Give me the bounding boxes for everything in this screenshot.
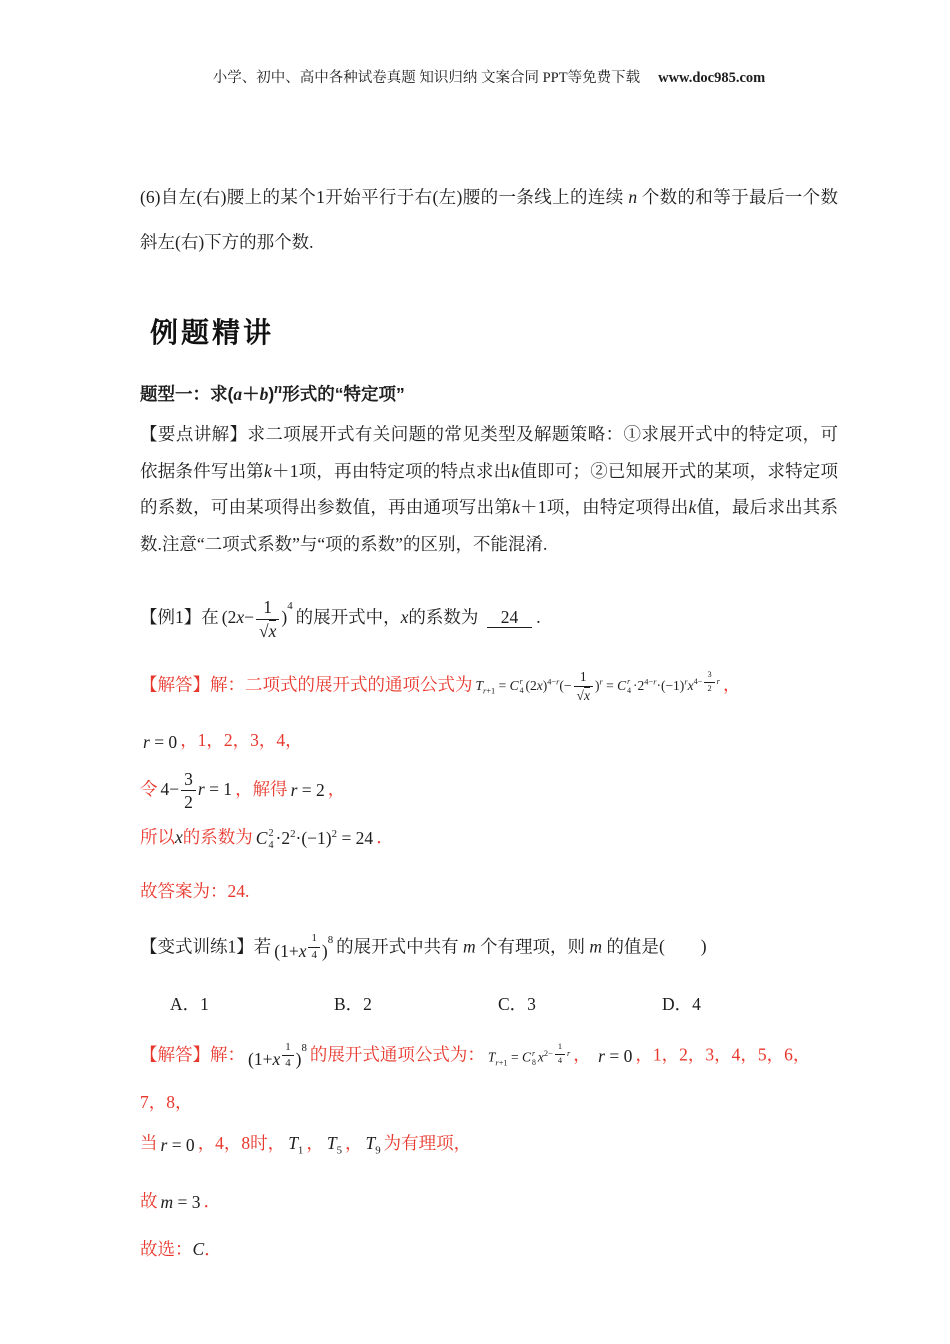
math-exponent [280, 1040, 295, 1070]
math-var-n: n [628, 187, 638, 207]
frac-denominator [574, 687, 593, 703]
frac-denominator: 4 [557, 1055, 562, 1065]
math-var-r: r [556, 677, 560, 687]
solution2-line2: 7，8， [140, 1092, 193, 1113]
math-op: = 2 [301, 780, 325, 801]
answer-paren [659, 936, 707, 956]
frac-numerator: 3 [704, 671, 714, 683]
punct: ． [204, 1239, 222, 1260]
option-a: A．1 [170, 993, 209, 1014]
text-run: 题型一：求( [140, 384, 234, 404]
math-var-T: T [326, 1133, 337, 1154]
formula-m-equals-3 [161, 1189, 201, 1216]
math-op: = 0 [154, 731, 178, 752]
math-exponent [693, 670, 720, 693]
solution1-line3 [140, 770, 838, 812]
math-var-x: x [175, 826, 183, 847]
text-run: 的系数为 [182, 826, 253, 847]
math-subscript: 1 [297, 1144, 304, 1157]
text-run: 【例1】在 [140, 607, 219, 627]
text-run: 当 [140, 1133, 158, 1154]
math-var-T: T [475, 677, 484, 693]
frac-numerator: 1 [574, 670, 593, 687]
math-num: 4− [547, 677, 557, 687]
math-var-k: k [264, 460, 272, 481]
math-var-r: r [197, 778, 205, 799]
math-var-k: k [512, 497, 520, 517]
math-op: · [275, 827, 282, 848]
formula-term-T5 [327, 1130, 342, 1159]
variation1-line [140, 932, 838, 965]
math-sup-2: 2 [268, 828, 274, 840]
math-op: ＋ [242, 384, 260, 404]
frac-numerator: 1 [282, 1042, 293, 1056]
math-num: 4− [693, 677, 703, 687]
math-var-x: x [268, 620, 277, 641]
paren-close: ) [700, 936, 707, 957]
combination-indices [532, 1049, 536, 1068]
math-var-b: b [259, 384, 269, 404]
punct: ， [306, 1133, 324, 1154]
math-num: 2 [637, 677, 645, 693]
math-var-x: x [687, 677, 694, 693]
math-var-r: r [598, 1045, 605, 1066]
formula-term-T9 [366, 1130, 381, 1159]
math-paren: ) [281, 607, 288, 628]
math-var-r: r [599, 677, 603, 687]
math-var-T: T [288, 1133, 298, 1154]
text-run: ，4，8时， [197, 1133, 286, 1154]
solution-label: 【解答】解：二项式的展开式的通项公式为 [140, 674, 473, 695]
math-var-C: C [509, 677, 519, 693]
text-run: 的系数为 [408, 607, 479, 627]
solution1-line2 [140, 727, 838, 756]
math-var-m: m [589, 936, 603, 957]
answer-blank: 24 [487, 607, 533, 628]
formula-exponent-equation [161, 770, 233, 812]
header-site-url: www.doc985.com [658, 70, 766, 86]
frac-denominator: 4 [311, 948, 317, 961]
math-var-r: r [290, 780, 298, 801]
option-b: B．2 [334, 993, 372, 1014]
frac-numerator: 1 [555, 1043, 565, 1055]
solution1-answer: 故答案为：24. [140, 881, 250, 902]
text-run: ＋1项，再由特定项的特点求出 [271, 460, 512, 481]
math-op: = 24 [341, 827, 374, 848]
options-row [140, 991, 838, 1016]
math-exponent [543, 1041, 571, 1065]
keypoints-paragraph [140, 416, 838, 562]
formula-coefficient-value [256, 825, 373, 853]
math-paren: (2 [525, 677, 537, 693]
combination-indices [520, 677, 524, 696]
solution2-line1 [140, 1040, 838, 1073]
math-var-k: k [511, 460, 520, 481]
math-var-x: x [236, 607, 245, 628]
text-run: 为有理项， [383, 1133, 472, 1154]
formula-term-T1 [288, 1130, 303, 1159]
math-paren: ) [321, 940, 328, 961]
math-op: = 1 [209, 778, 233, 799]
math-var-r: r [495, 1058, 499, 1068]
frac-numerator: 3 [181, 770, 196, 791]
math-sub-4: 4 [519, 686, 524, 696]
formula-r-values [598, 1043, 632, 1070]
math-sup-r: r [519, 676, 523, 686]
text-run: 的值是 [606, 936, 659, 957]
math-var-x: x [583, 688, 590, 704]
math-op: +1 [486, 686, 496, 696]
math-op: = [606, 677, 614, 693]
math-var-m: m [463, 936, 476, 957]
punct: ， [573, 1044, 591, 1065]
math-subscript: 5 [336, 1144, 342, 1157]
paren-open: ( [658, 936, 665, 957]
text-run: 所以 [140, 826, 175, 847]
paragraph-property-6 [140, 175, 838, 265]
math-var-x: x [537, 1049, 544, 1065]
math-exponent: 2 [290, 827, 296, 840]
math-var-C: C [521, 1049, 531, 1065]
frac-denominator: 2 [707, 683, 712, 693]
math-op: = 0 [171, 1134, 195, 1155]
frac-denominator: 4 [285, 1057, 291, 1070]
math-sub-4: 4 [627, 686, 632, 696]
math-var-T: T [487, 1049, 496, 1065]
math-var-C: C [617, 677, 627, 693]
math-exponent [599, 677, 602, 686]
math-var-r: r [684, 677, 688, 687]
solution1-line4 [140, 824, 838, 853]
math-exponent: 2 [331, 827, 338, 840]
text-run: . [536, 607, 541, 627]
example1-line [140, 598, 838, 640]
math-var-r: r [716, 677, 720, 687]
formula-general-term-var1 [488, 1043, 570, 1070]
math-op: = 0 [609, 1045, 633, 1066]
math-var-C-choice: C [192, 1239, 205, 1260]
text-run: 个数的和等于最后一个数斜左(右)下方的那个数. [140, 187, 839, 252]
math-exp-n: n [274, 381, 283, 398]
punct: ， [235, 778, 253, 799]
formula-binomial-ex1 [222, 598, 293, 640]
formula-r-equals-0 [161, 1132, 195, 1159]
math-subscript [483, 686, 495, 695]
math-group: (−1) [301, 827, 332, 848]
math-var-r: r [143, 731, 150, 752]
math-sub-4: 4 [268, 840, 274, 852]
fraction [555, 1043, 565, 1066]
math-paren: ) [594, 677, 600, 693]
math-subscript: 9 [375, 1144, 381, 1157]
math-num: 2 [281, 827, 291, 848]
text-run: (6)自左(右)腰上的某个1开始平行于右(左)腰的一条线上的连续 [140, 187, 624, 207]
formula-1-plus-x-quarter-pow8 [274, 932, 333, 965]
math-op: = [510, 1049, 519, 1065]
math-exponent [644, 677, 656, 686]
text-run: 形式的“特定项” [282, 384, 405, 404]
combination-indices [627, 677, 631, 696]
math-subscript [495, 1058, 507, 1067]
math-num: 4− [160, 778, 180, 799]
math-paren: (2 [221, 607, 237, 628]
punct: ， [327, 778, 346, 799]
text-run: ＋1项，由特定项得出 [519, 497, 689, 517]
math-paren: ) [542, 677, 548, 693]
math-paren: ) [268, 384, 275, 404]
math-var-m: m [160, 1192, 174, 1213]
topic-heading [140, 381, 838, 406]
text-run: 令 [140, 778, 158, 799]
text-run: 的展开式通项公式为： [309, 1044, 485, 1065]
math-op: = 3 [177, 1192, 201, 1213]
fraction [282, 1042, 293, 1070]
math-var-r: r [483, 686, 487, 696]
radical-sign: √ [258, 620, 269, 641]
punct: ． [376, 826, 394, 847]
math-paren: (− [559, 677, 572, 693]
radical-sign: √ [576, 688, 584, 704]
math-var-x: x [400, 607, 409, 627]
math-op: · [295, 827, 302, 848]
math-var-C: C [255, 827, 268, 848]
header-text: 小学、初中、高中各种试卷真题 知识归纳 文案合同 PPT等免费下载 [212, 70, 641, 86]
math-exponent: 4 [287, 600, 293, 612]
math-num: 4− [644, 677, 654, 687]
text-run: ，1，2，3，4，5，6， [635, 1044, 811, 1065]
math-op: · [656, 677, 661, 693]
fraction [574, 670, 593, 703]
frac-numerator: 1 [308, 933, 319, 947]
frac-denominator [256, 620, 279, 640]
math-sup-r: r [531, 1048, 536, 1058]
math-var-x: x [298, 940, 307, 961]
text-run: 解得 [252, 778, 288, 799]
text-run: 值，最后求出其系数.注意“二项式系数”与“项的系数”的区别，不能混淆. [140, 497, 839, 554]
math-paren: ) [295, 1048, 302, 1069]
math-exponent [547, 677, 559, 686]
math-paren: (1+ [248, 1048, 273, 1069]
math-op: +1 [498, 1058, 508, 1068]
combination-indices [268, 828, 273, 852]
solution2-answer [140, 1236, 838, 1263]
math-var-k: k [688, 497, 697, 517]
text-run: ，1，2，3，4， [180, 730, 303, 751]
punct: ． [203, 1190, 222, 1211]
option-d: D．4 [662, 993, 701, 1014]
math-group: (−1) [660, 677, 685, 693]
math-sup-r: r [627, 676, 631, 686]
math-exponent [306, 932, 321, 961]
math-op: · [633, 677, 638, 693]
frac-denominator: 2 [184, 792, 193, 813]
formula-r-equals-2 [291, 777, 325, 804]
math-paren: (1+ [274, 940, 299, 961]
math-exponent: 8 [301, 1041, 307, 1054]
fraction [308, 933, 319, 961]
text-run: 【变式训练1】若 [140, 936, 272, 957]
text-run: 值即可；②已知展开式的某项，求特定项的系数，可由某项得出参数值，再由通项写出第 [140, 460, 839, 517]
math-var-x: x [272, 1048, 281, 1069]
fraction [181, 770, 196, 812]
section-title: 例题精讲 [150, 317, 275, 348]
math-op: = [498, 677, 507, 693]
text-run: 的展开式中共有 [336, 936, 459, 957]
math-var-a: a [233, 384, 243, 404]
math-var-r: r [567, 1048, 571, 1058]
math-var-r: r [653, 677, 657, 687]
formula-1-plus-x-quarter-pow8 [248, 1040, 307, 1073]
formula-general-term-ex1 [476, 670, 720, 703]
solution2-line4 [140, 1188, 838, 1217]
math-op: − [244, 607, 254, 628]
text-run: 个有理项，则 [480, 936, 586, 957]
text-run: 【要点讲解】求二项展开式有关问题的常见类型及解题策略：①求展开式中的特定项，可依据条件写出第 [140, 424, 838, 481]
punct: ， [722, 674, 741, 695]
frac-numerator: 1 [256, 598, 279, 619]
solution1-line1 [140, 670, 838, 703]
option-c: C．3 [498, 993, 536, 1014]
page-header [140, 0, 838, 87]
math-var-T: T [365, 1133, 376, 1154]
solution-label: 【解答】解： [140, 1044, 245, 1065]
math-var-r: r [160, 1134, 168, 1155]
fraction [256, 598, 279, 640]
math-exponent: 8 [327, 933, 334, 946]
solution2-line3 [140, 1130, 838, 1160]
text-run: 故 [140, 1190, 158, 1211]
punct: ， [345, 1133, 363, 1154]
math-sub-8: 8 [531, 1057, 536, 1067]
fraction [704, 671, 714, 694]
text-run: 的展开式中， [295, 607, 401, 627]
text-run: 故选： [140, 1239, 193, 1260]
math-num: 2− [543, 1048, 553, 1058]
formula-r-values [143, 729, 177, 756]
math-var-x: x [536, 677, 543, 693]
